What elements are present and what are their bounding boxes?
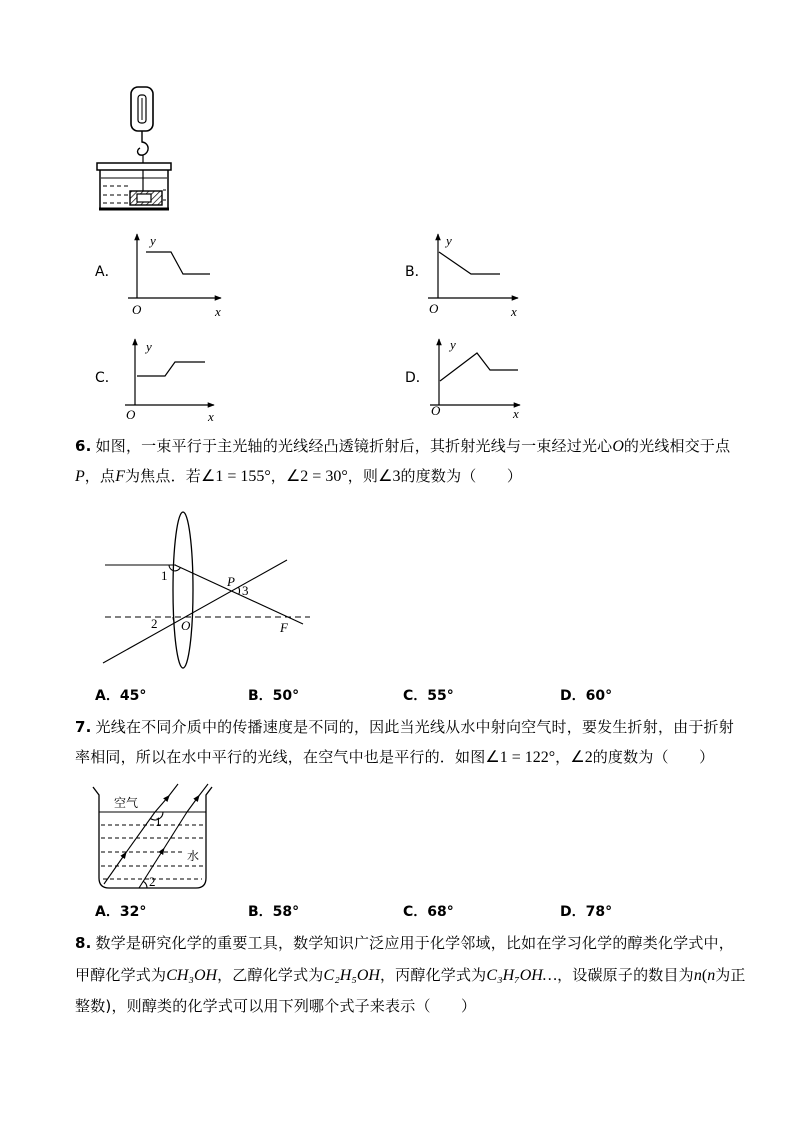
q6-option-d[interactable] [560,686,612,706]
x-axis-label: x [208,409,214,424]
light-ray-left [155,797,168,812]
point-f-label: F [280,620,288,635]
q8-text: ，丙醇化学式为 [379,966,487,984]
propanol-formula: C₃H₇OH… [486,967,558,984]
graph-option-b-letter: B． [405,264,429,280]
y-axis-label: y [450,337,456,352]
q8-paren: ( [701,967,708,984]
q6-angle-3-expr: ∠3 [378,468,401,485]
option-value: 58° [272,904,300,920]
light-ray-right [187,797,198,812]
q8-text: 甲醇化学式为 [75,966,167,984]
q8-text: ，设碳原子的数目为 [557,966,694,984]
option-letter: C． [403,904,428,920]
q6-option-c[interactable] [403,686,454,706]
q7-option-d[interactable] [560,902,612,922]
submerged-object-core [137,194,151,202]
x-axis-label: x [513,406,519,421]
option-value: 55° [427,688,454,704]
methanol-formula: CH₃OH [166,967,218,984]
angle-2-label: 2 [151,616,158,631]
angle-2-label: 2 [149,874,156,889]
q6-text: 的度数为（ ） [400,467,523,485]
origin-label: O [431,403,441,418]
option-letter: A． [95,904,120,920]
angle-3-label: 3 [242,583,249,598]
refracted-ray [175,565,303,624]
q8-line-3 [75,996,476,1016]
graph-curve [439,252,500,274]
angle-3-arc [239,587,240,594]
q6-text: ，点 [84,467,116,485]
option-value: 60° [585,688,613,704]
x-axis-label: x [215,304,221,319]
q8-text: 数学是研究化学的重要工具，数学知识广泛应用于化学邻域，比如在学习化学的醇类化学式中， [95,934,734,952]
lens-figure [103,512,310,668]
q8-text: 整数)，则醇类的化学式可以用下列哪个式子来表示（ ） [75,997,477,1015]
graph-option-d-letter: D． [405,370,430,386]
graph-option-a-letter: A． [95,264,119,280]
q6-line-1 [75,436,730,457]
ray-through-optical-center [103,560,287,663]
q8-line-2 [75,965,746,986]
q7-text: 率相同，所以在水中平行的光线，在空气中也是平行的．如图 [75,748,486,766]
beaker-figure [93,784,212,889]
q6-option-a[interactable] [95,686,146,706]
q6-text: 如图，一束平行于主光轴的光线经凸透镜折射后，其折射光线与一束经过光心 [95,437,613,455]
q6-var-p: P [75,468,85,485]
option-letter: D． [560,904,586,920]
graph-curve [137,362,205,376]
q8-var-n: n [707,967,716,984]
q8-line-1 [75,933,734,953]
light-ray-right [163,812,187,850]
water-label: 水 [187,849,200,863]
container-rim [97,163,171,170]
y-axis-label: y [146,339,152,354]
q7-option-a[interactable] [95,902,146,922]
q6-text: 的光线相交于点 [623,437,731,455]
ethanol-formula: C₂H₅OH [323,967,380,984]
x-axis-label: x [511,304,517,319]
option-value: 68° [427,904,454,920]
graph-curve [146,252,210,274]
q6-number: 6. [75,437,92,455]
graph-option-a [128,233,221,319]
origin-label: O [126,407,136,422]
q7-angle-2-expr: ∠2 [570,749,593,766]
q8-text: ，乙醇化学式为 [217,966,324,984]
q7-text: ， [555,748,571,766]
spring-scale-figure [97,87,171,210]
q6-text: ，则 [347,467,379,485]
option-letter: C． [403,688,428,704]
q6-line-2 [75,466,522,487]
q7-line-2 [75,747,714,768]
q8-text: 为正 [715,966,746,984]
option-letter: B． [248,688,273,704]
q7-text: 的度数为（ ） [592,748,715,766]
q7-option-c[interactable] [403,902,454,922]
q6-text: ， [270,467,286,485]
q6-var-f: F [115,468,125,485]
q8-var-n: n [693,967,702,984]
angle-2-arc [143,881,147,888]
option-value: 45° [119,688,147,704]
option-value: 32° [119,904,147,920]
q7-number: 7. [75,718,92,736]
q6-angle-2-expr: ∠2 = 30° [285,468,348,485]
q7-text: 光线在不同介质中的传播速度是不同的，因此当光线从水中射向空气时，要发生折射，由于折射 [95,718,734,736]
convex-lens [173,512,193,668]
light-ray-left [125,812,155,854]
origin-label: O [132,302,142,317]
q6-angle-1-expr: ∠1 = 155° [200,468,271,485]
angle-1-label: 1 [155,814,162,829]
q7-line-1 [75,717,734,737]
y-axis-label: y [446,233,452,248]
air-label: 空气 [114,796,139,810]
light-ray-left [104,854,125,884]
q7-option-b[interactable] [248,902,299,922]
graph-option-d [430,337,520,421]
y-axis-label: y [150,233,156,248]
point-o-label: O [181,618,191,633]
graph-option-c-letter: C． [95,370,119,386]
q6-var-o: O [612,438,624,455]
option-letter: A． [95,688,120,704]
q7-angle-1-expr: ∠1 = 122° [485,749,556,766]
point-p-label: P [227,574,235,589]
option-value: 50° [272,688,300,704]
graph-curve [440,353,518,381]
origin-label: O [429,301,439,316]
angle-1-label: 1 [161,568,168,583]
graph-option-b [428,233,518,319]
angle-1-arc [169,565,180,571]
option-letter: D． [560,688,586,704]
q8-number: 8. [75,934,92,952]
q6-option-b[interactable] [248,686,299,706]
option-value: 78° [585,904,613,920]
spring-scale-hook [138,131,149,155]
q6-text: 为焦点．若 [124,467,201,485]
light-ray-left [168,784,178,797]
option-letter: B． [248,904,273,920]
graph-option-c [125,339,214,424]
